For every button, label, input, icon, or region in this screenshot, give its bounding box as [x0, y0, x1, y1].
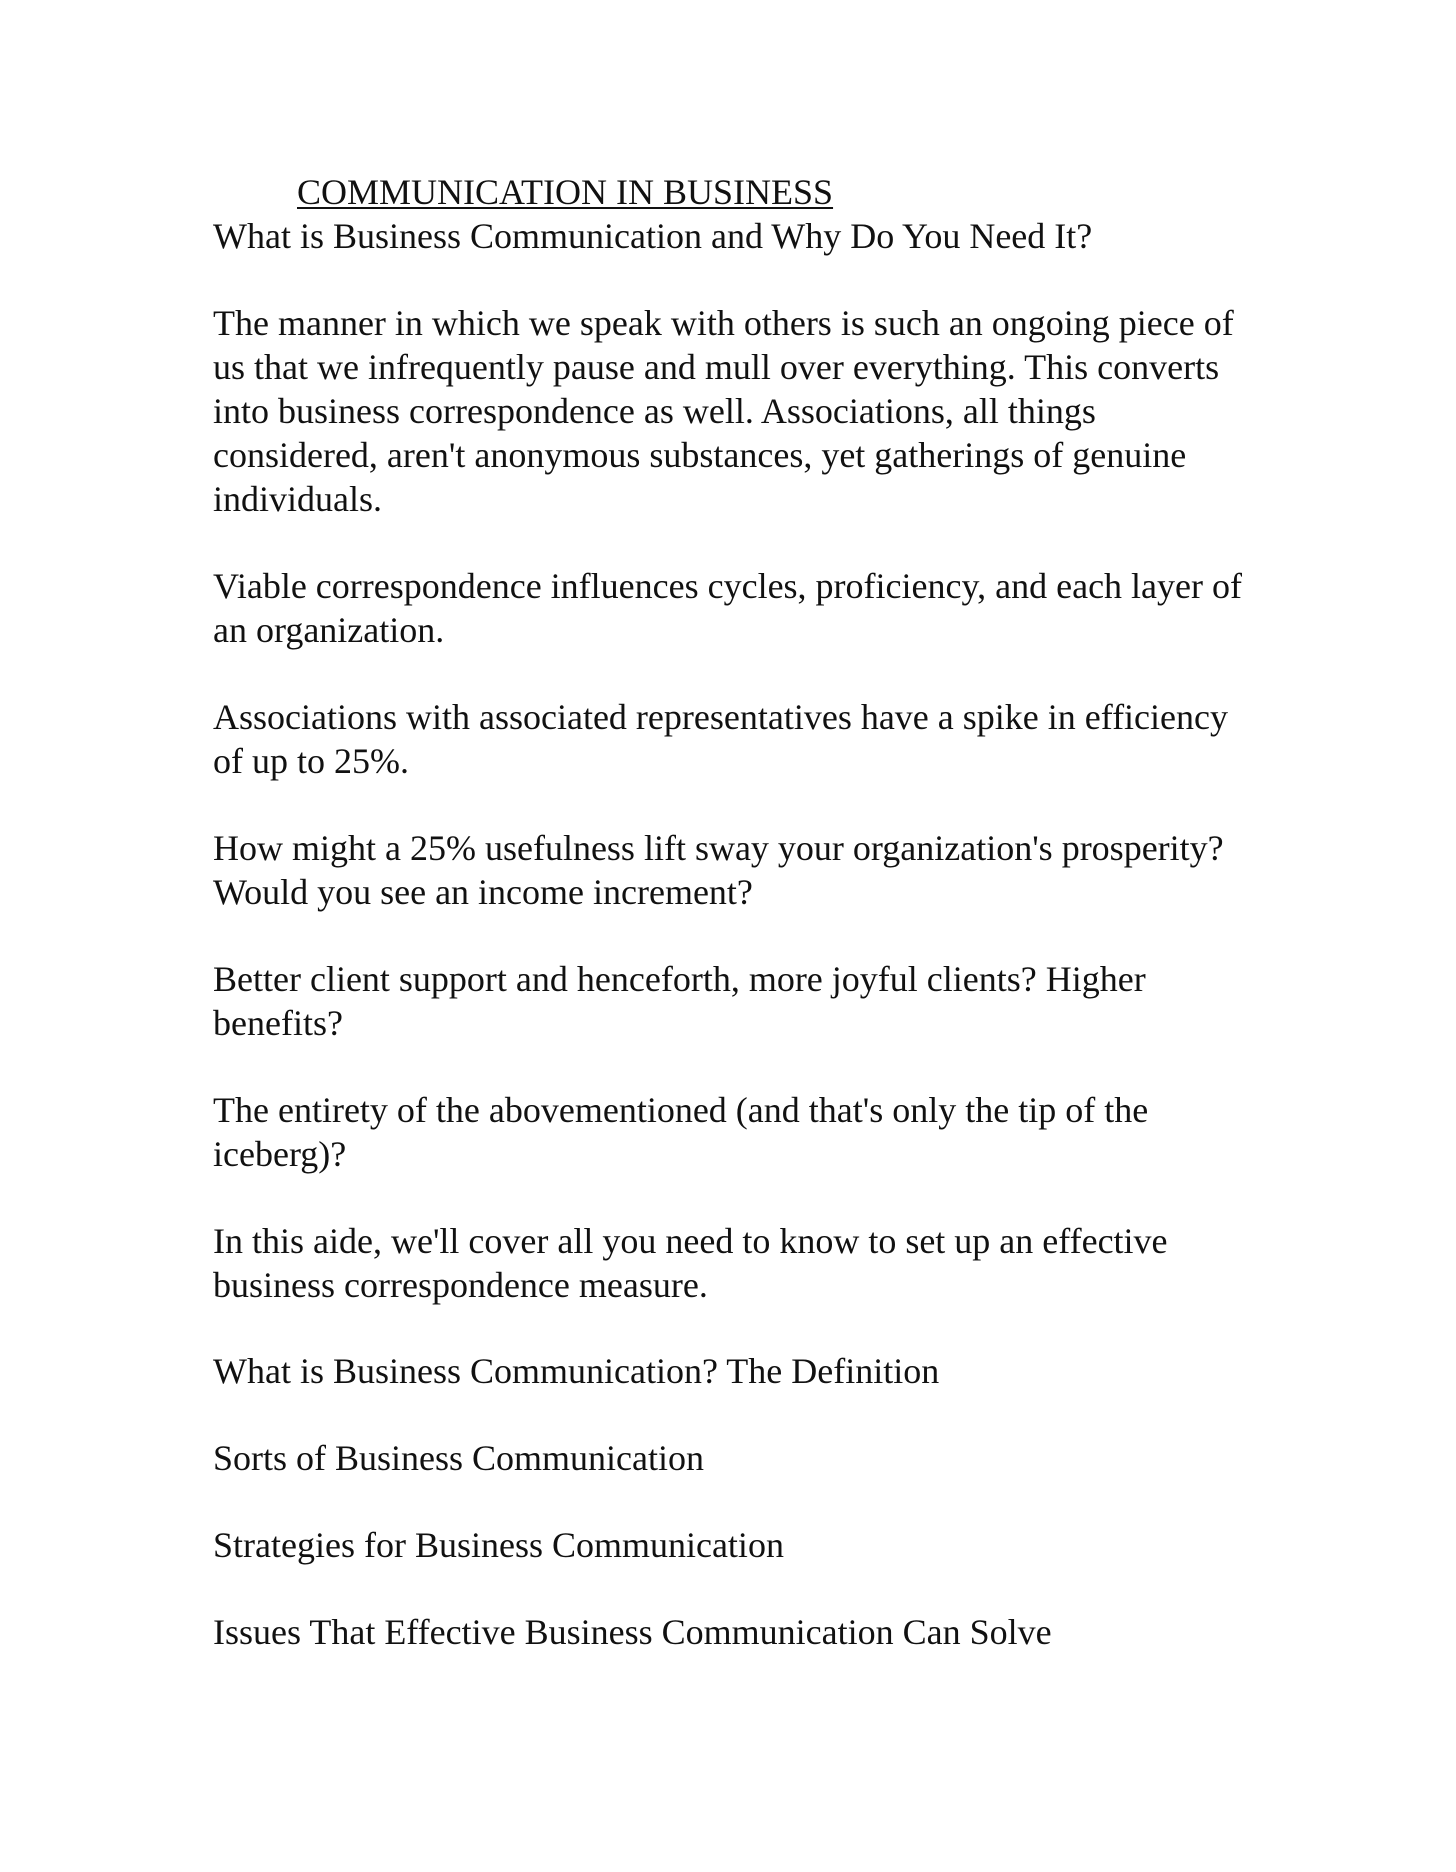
- paragraph-usefulness-lift: How might a 25% usefulness lift sway your organization's prosperity? Would you see an income increment?: [213, 828, 1224, 912]
- paragraph-intro: The manner in which we speak with others is such an ongoing piece of us that we infrequently pause and mull over everything. This converts into business correspondence as well. Associations, all things considered, aren't anonymous substances, yet gatherings of genuine individuals.: [213, 303, 1234, 519]
- paragraph-guide-overview: In this aide, we'll cover all you need to know to set up an effective business correspondence measure.: [213, 1221, 1168, 1305]
- paragraph-viable-correspondence: Viable correspondence influences cycles, proficiency, and each layer of an organization.: [213, 566, 1242, 650]
- section-heading-definition: What is Business Communication? The Definition: [213, 1351, 940, 1391]
- document-title: COMMUNICATION IN BUSINESS: [297, 172, 834, 212]
- section-heading-strategies: Strategies for Business Communication: [213, 1525, 784, 1565]
- paragraph-client-support: Better client support and henceforth, more joyful clients? Higher benefits?: [213, 959, 1146, 1043]
- document-body: [213, 170, 1253, 1697]
- section-heading-issues: Issues That Effective Business Communication Can Solve: [213, 1612, 1052, 1652]
- paragraph-efficiency-spike: Associations with associated representatives have a spike in efficiency of up to 25%.: [213, 697, 1228, 781]
- section-heading-sorts: Sorts of Business Communication: [213, 1438, 705, 1478]
- paragraph-abovementioned: The entirety of the abovementioned (and that's only the tip of the iceberg)?: [213, 1090, 1149, 1174]
- document-subtitle: What is Business Communication and Why Do You Need It?: [213, 216, 1093, 256]
